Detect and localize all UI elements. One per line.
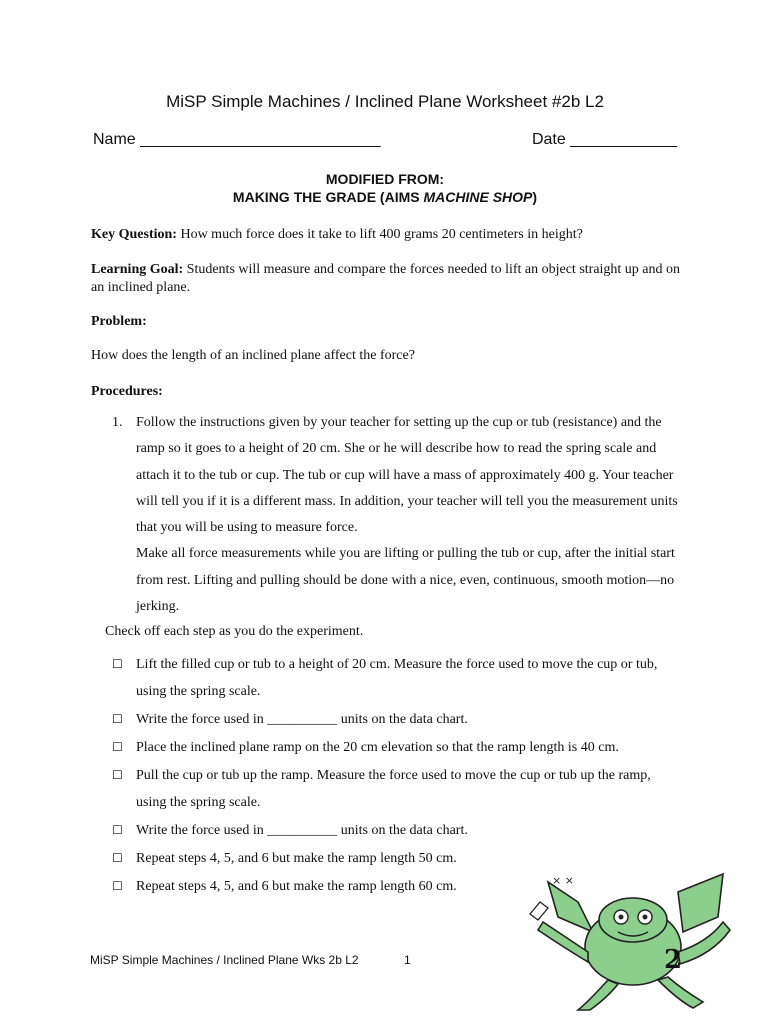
procedures-heading [91,383,681,401]
checkbox-icon[interactable]: ☐ [112,657,123,671]
problem-heading [91,313,681,331]
date-field-label: Date ____________ [531,131,677,148]
checkbox-icon[interactable]: ☐ [112,879,123,893]
checkbox-icon[interactable]: ☐ [112,768,123,782]
procedure-item [112,410,687,620]
frog-mascot-icon [518,862,758,1012]
checklist-item [112,734,682,761]
frog-badge: 2 [664,945,683,975]
learning-goal-label: Learning Goal: [91,262,184,277]
procedures-label: Procedures: [91,384,163,399]
modified-source-suffix: ) [532,189,538,205]
svg-text:× ×: × × [552,874,574,887]
checklist-intro: Check off each step as you do the experiment. [105,624,364,639]
key-question [91,226,681,244]
learning-goal [91,261,681,297]
problem-label: Problem: [91,314,147,329]
checklist-item-text: Place the inclined plane ramp on the 20 cm elevation so that the ramp length is 40 cm. [136,740,619,755]
checklist-item-text: Lift the filled cup or tub to a height of 20 cm. Measure the force used to move the cup or tub, using the spring scale. [136,657,658,699]
learning-goal-text: Students will measure and compare the forces needed to lift an object straight up and on an inclined plane. [91,262,681,295]
key-question-text: How much force does it take to lift 400 grams 20 centimeters in height? [176,227,583,242]
procedure-number: 1. [112,415,123,430]
modified-source-prefix: MAKING THE GRADE (AIMS [232,189,424,205]
checkbox-icon[interactable]: ☐ [112,740,123,754]
checkbox-icon[interactable]: ☐ [112,712,123,726]
checklist-item [112,706,682,733]
modified-from-heading [0,170,770,206]
checklist-item [112,817,682,844]
procedure-text-2: Make all force measurements while you are lifting or pulling the tub or cup, after the initial start from rest. Lifting and pulling should be done with a nice, even, continuous, smooth motion—no jerking. [136,546,675,615]
name-date-row [93,131,677,149]
problem-text: How does the length of an inclined plane affect the force? [91,348,415,363]
name-field-label: Name ___________________________ [93,131,381,148]
checklist-item [112,651,682,705]
checklist-item-text: Repeat steps 4, 5, and 6 but make the ramp length 60 cm. [136,879,457,894]
checklist-item-text: Repeat steps 4, 5, and 6 but make the ramp length 50 cm. [136,851,457,866]
checklist-item-text: Pull the cup or tub up the ramp. Measure the force used to move the cup or tub up the ramp, using the spring scale. [136,768,651,810]
modified-line-1: MODIFIED FROM: [325,171,445,187]
checklist-item [112,762,682,816]
checkbox-icon[interactable]: ☐ [112,823,123,837]
checkbox-icon[interactable]: ☐ [112,851,123,865]
modified-source-title: MACHINE SHOP [423,189,533,205]
page-number: 1 [404,953,411,967]
modified-line-2 [0,188,770,206]
checklist-item-text: Write the force used in __________ units on the data chart. [136,823,468,838]
procedure-text: Follow the instructions given by your teacher for setting up the cup or tub (resistance) and the ramp so it goes to a height of 20 cm. She or he will describe how to read the spring scale and attach it to the tub or cup. The tub or cup will have a mass of approximately 400 g. Your teacher will tell you if it is a different mass. In addition, your teacher will tell you the measurement units that you will be using to measure force. [136,415,678,536]
page-title: MiSP Simple Machines / Inclined Plane Worksheet #2b L2 [166,92,604,111]
footer-text: MiSP Simple Machines / Inclined Plane Wks 2b L2 [90,953,359,967]
key-question-label: Key Question: [91,227,177,242]
checklist-item-text: Write the force used in __________ units on the data chart. [136,712,468,727]
